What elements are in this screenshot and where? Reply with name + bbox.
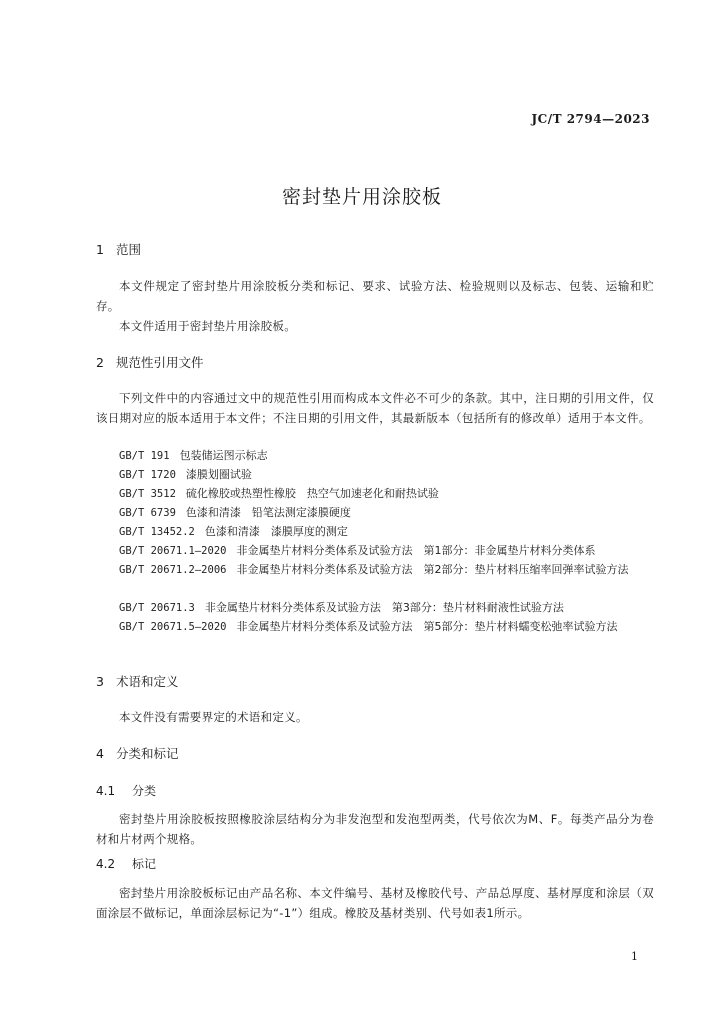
- section-number: 1: [96, 242, 104, 257]
- reference-title: 非金属垫片材料分类体系及试验方法 第2部分：垫片材料压缩率回弹率试验方法: [236, 563, 629, 576]
- normative-reference: [96, 598, 654, 618]
- reference-code: GB/T 20671.2—2006: [119, 564, 227, 576]
- reference-code: GB/T 6739: [119, 507, 176, 519]
- standard-code: JC/T 2794—2023: [531, 112, 650, 126]
- section-1-paragraph-1: 本文件规定了密封垫片用涂胶板分类和标记、要求、试验方法、检验规则以及标志、包装、运输和贮存。: [96, 279, 654, 313]
- normative-reference: [96, 522, 654, 542]
- reference-title: 色漆和清漆 铅笔法测定漆膜硬度: [185, 506, 351, 519]
- reference-code: GB/T 13452.2: [119, 526, 195, 538]
- reference-code: GB/T 1720: [119, 469, 176, 481]
- reference-code: GB/T 191: [119, 450, 170, 462]
- subsection-4-1-heading: [96, 782, 156, 799]
- subsection-4-2-paragraph: 密封垫片用涂胶板标记由产品名称、本文件编号、基材及橡胶代号、产品总厚度、基材厚度和涂层（双面涂层不做标记，单面涂层标记为“-1”）组成。橡胶及基材类别、代号如表1所示。: [96, 886, 654, 920]
- subsection-title: 分类: [132, 784, 157, 798]
- section-1-paragraph-2: 本文件适用于密封垫片用涂胶板。: [119, 319, 296, 333]
- section-number: 4: [96, 746, 104, 761]
- reference-title: 包装储运图示标志: [179, 449, 268, 462]
- reference-title: 硫化橡胶或热塑性橡胶 热空气加速老化和耐热试验: [185, 487, 439, 500]
- section-number: 2: [96, 355, 104, 370]
- section-1-heading: [96, 240, 141, 258]
- section-title: 范围: [116, 242, 142, 257]
- section-3-heading: [96, 672, 179, 690]
- section-2-heading: [96, 353, 204, 371]
- section-title: 分类和标记: [116, 746, 179, 761]
- section-4-heading: [96, 744, 179, 762]
- reference-code: GB/T 20671.5—2020: [119, 621, 227, 633]
- reference-title: 漆膜划圈试验: [185, 468, 252, 481]
- reference-code: GB/T 20671.1—2020: [119, 545, 227, 557]
- page-number: 1: [631, 950, 638, 963]
- normative-reference: [96, 617, 654, 637]
- section-title: 规范性引用文件: [116, 355, 204, 370]
- normative-reference: [96, 446, 654, 466]
- subsection-4-1-paragraph: 密封垫片用涂胶板按照橡胶涂层结构分为非发泡型和发泡型两类，代号依次为M、F。每类产品分为卷材和片材两个规格。: [96, 812, 654, 846]
- subsection-number: 4.1: [96, 784, 116, 798]
- normative-reference: [96, 503, 654, 523]
- normative-reference: [96, 560, 654, 580]
- subsection-4-2-heading: [96, 855, 156, 872]
- normative-reference: [96, 484, 654, 504]
- reference-title: 色漆和清漆 漆膜厚度的测定: [204, 525, 348, 538]
- reference-title: 非金属垫片材料分类体系及试验方法 第3部分：垫片材料耐液性试验方法: [204, 601, 564, 614]
- normative-reference: [96, 541, 654, 561]
- subsection-title: 标记: [132, 857, 157, 871]
- section-2-paragraph-1: 下列文件中的内容通过文中的规范性引用而构成本文件必不可少的条款。其中，注日期的引用文件，仅该日期对应的版本适用于本文件；不注日期的引用文件，其最新版本（包括所有的修改单）适用于本文件。: [96, 391, 654, 425]
- section-number: 3: [96, 674, 104, 689]
- subsection-number: 4.2: [96, 857, 116, 871]
- reference-title: 非金属垫片材料分类体系及试验方法 第1部分：非金属垫片材料分类体系: [236, 544, 596, 557]
- section-title: 术语和定义: [116, 674, 179, 689]
- reference-code: GB/T 20671.3: [119, 602, 195, 614]
- document-title: 密封垫片用涂胶板: [281, 186, 442, 208]
- section-3-paragraph-1: 本文件没有需要界定的术语和定义。: [119, 710, 308, 724]
- normative-reference: [96, 465, 654, 485]
- reference-code: GB/T 3512: [119, 488, 176, 500]
- reference-title: 非金属垫片材料分类体系及试验方法 第5部分：垫片材料蠕变松弛率试验方法: [236, 620, 618, 633]
